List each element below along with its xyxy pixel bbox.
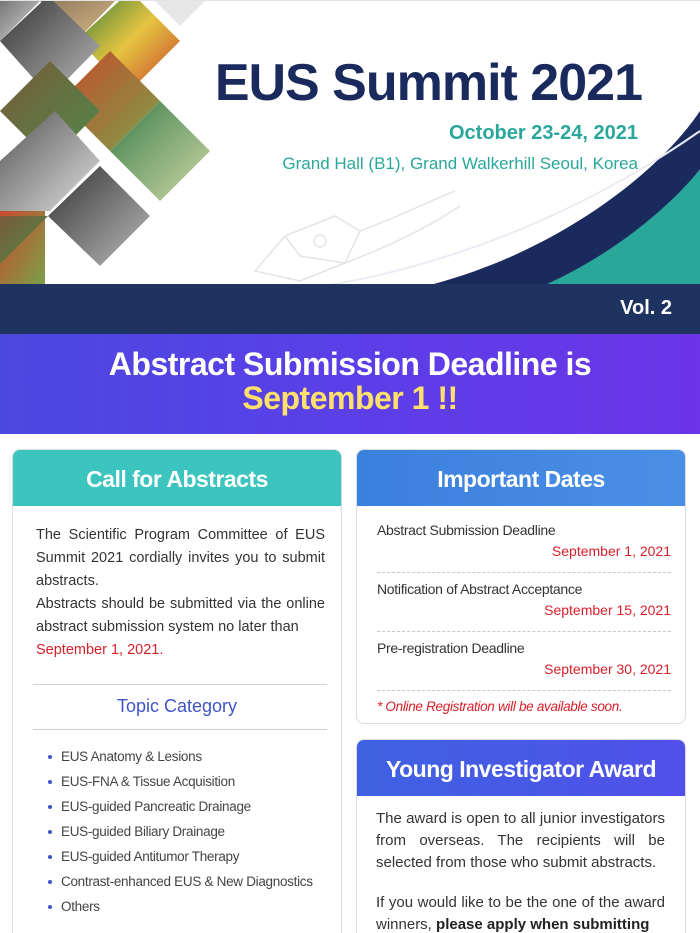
list-item: EUS-guided Pancreatic Drainage	[61, 794, 341, 819]
important-dates-list	[357, 506, 685, 691]
list-item: Others	[61, 894, 341, 919]
bullet-icon	[48, 905, 52, 909]
topic-list	[13, 730, 341, 919]
young-investigator-award-title: Young Investigator Award	[357, 740, 685, 796]
call-for-abstracts-title: Call for Abstracts	[13, 450, 341, 506]
bullet-icon	[48, 805, 52, 809]
topic-category-title: Topic Category	[116, 696, 238, 716]
list-item: EUS-guided Biliary Drainage	[61, 819, 341, 844]
volume-label: Vol. 2	[620, 297, 672, 319]
registration-note: * Online Registration will be available soon.	[377, 699, 623, 714]
bullet-icon	[48, 780, 52, 784]
list-item: Contrast-enhanced EUS & New Diagnostics	[61, 869, 341, 894]
date-value: September 15, 2021	[544, 602, 671, 618]
important-dates-card	[356, 449, 686, 724]
event-date: October 23-24, 2021	[449, 122, 638, 144]
young-investigator-award-body	[357, 796, 685, 933]
list-item: EUS Anatomy & Lesions	[61, 744, 341, 769]
date-value: September 30, 2021	[544, 661, 671, 677]
date-label: Notification of Abstract Acceptance	[377, 581, 583, 597]
yia-paragraph-2: If you would like to be the one of the award winners, please apply when submitting	[376, 894, 665, 933]
call-for-abstracts-body	[13, 506, 341, 662]
bullet-icon	[48, 880, 52, 884]
cfa-deadline: September 1, 2021.	[36, 642, 164, 658]
young-investigator-award-card	[356, 739, 686, 933]
date-row	[377, 632, 671, 691]
important-dates-title: Important Dates	[357, 450, 685, 506]
header-banner	[0, 0, 700, 284]
banner-deadline-date: September 1 !!	[242, 380, 458, 416]
bullet-icon	[48, 855, 52, 859]
date-row	[377, 514, 671, 573]
call-for-abstracts-card	[12, 449, 342, 933]
date-label: Abstract Submission Deadline	[377, 522, 556, 538]
deadline-banner	[0, 334, 700, 434]
yia-apply-emphasis: please apply when submitting	[436, 916, 650, 933]
yia-paragraph-1: The award is open to all junior investigators from overseas. The recipients will be selected from those who submit abstracts.	[376, 810, 665, 871]
list-item: EUS-FNA & Tissue Acquisition	[61, 769, 341, 794]
date-value: September 1, 2021	[551, 543, 671, 559]
list-item: EUS-guided Antitumor Therapy	[61, 844, 341, 869]
endoscope-sketch-icon	[255, 191, 460, 281]
volume-bar	[0, 284, 700, 334]
date-label: Pre-registration Deadline	[377, 640, 525, 656]
cfa-paragraph-1: The Scientific Program Committee of EUS Summit 2021 cordially invites you to submit abstracts.	[36, 527, 325, 589]
date-row	[377, 573, 671, 632]
cfa-paragraph-2: Abstracts should be submitted via the online abstract submission system no later than	[36, 596, 325, 635]
photo-collage	[0, 1, 240, 284]
banner-headline: Abstract Submission Deadline is	[108, 346, 592, 382]
bullet-icon	[48, 830, 52, 834]
event-venue: Grand Hall (B1), Grand Walkerhill Seoul, Korea	[282, 154, 638, 173]
event-title: EUS Summit 2021	[214, 54, 642, 112]
bullet-icon	[48, 755, 52, 759]
